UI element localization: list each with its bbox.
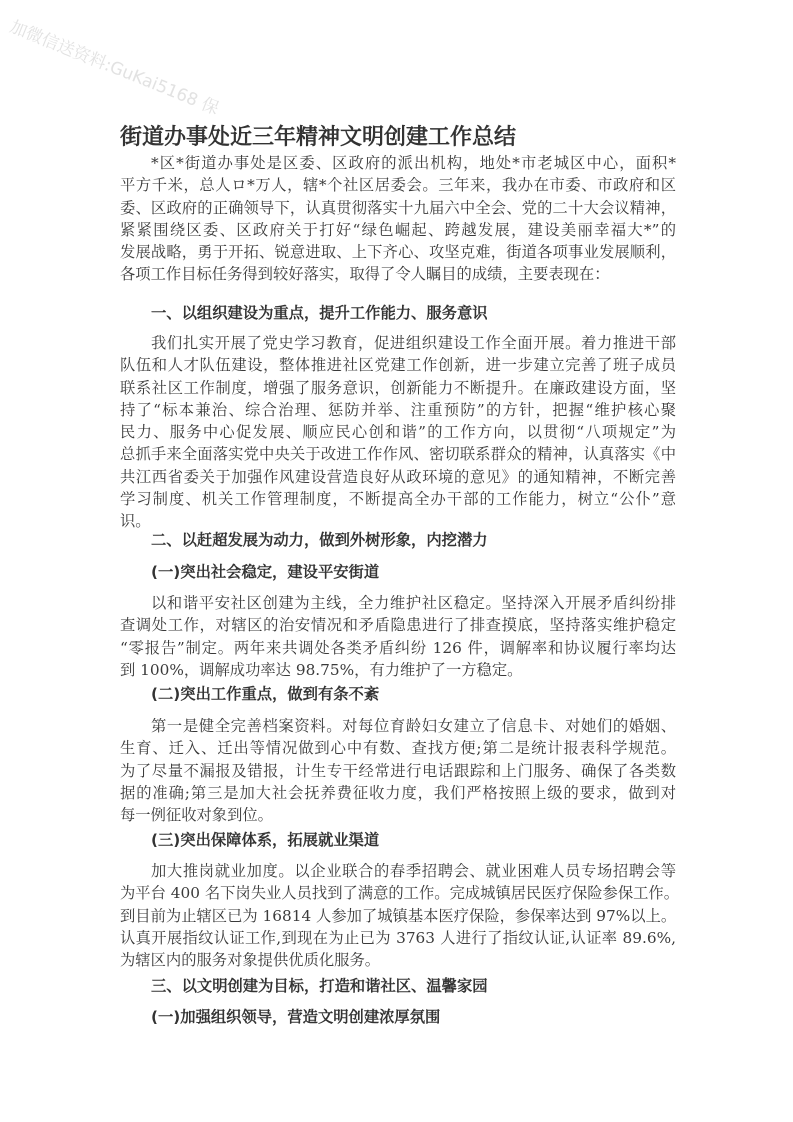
- section-heading: (二)突出工作重点，做到有条不紊: [151, 685, 380, 703]
- paragraph-line: *区*街道办事处是区委、区政府的派出机构，地处*市老城区中心，面积*: [151, 154, 676, 172]
- paragraph-line: 各项工作目标任务得到较好落实，取得了令人瞩目的成绩，主要表现在：: [120, 265, 610, 284]
- paragraph-line: 据的准确;第三是加大社会抚养费征收力度，我们严格按照上级的要求，做到对: [120, 783, 676, 802]
- paragraph-line: 紧紧围绕区委、区政府关于打好“绿色崛起、跨越发展，建设美丽幸福大*”的: [120, 220, 676, 239]
- paragraph-line: 每一例征收对象到位。: [120, 806, 273, 825]
- paragraph: [120, 154, 676, 283]
- paragraph: [120, 862, 680, 970]
- paragraph-line: 我们扎实开展了党史学习教育，促进组织建设工作全面开展。着力推进干部: [151, 334, 676, 352]
- paragraph-line: 加大推岗就业加度。以企业联合的春季招聘会、就业困难人员专场招聘会等: [151, 862, 676, 880]
- paragraph-line: 为了尽量不漏报及错报，计生专干经常进行电话跟踪和上门服务、确保了各类数: [120, 761, 676, 780]
- paragraph-line: 到目前为止辖区已为 16814 人参加了城镇基本医疗保险，参保率达到 97%以上。: [120, 906, 677, 925]
- paragraph-line: 总抓手来全面落实党中央关于改进工作作风、密切联系群众的精神，认真落实《中: [120, 445, 676, 464]
- section-heading: 二、以赶超发展为动力，做到外树形象，内挖潜力: [151, 531, 488, 549]
- paragraph-line: 学习制度、机关工作管理制度，不断提高全办干部的工作能力，树立“公仆”意: [120, 490, 676, 509]
- paragraph-line: 到 100%，调解成功率达 98.75%，有力维护了一方稳定。: [120, 660, 523, 679]
- section-heading: (一)突出社会稳定，建设平安街道: [151, 563, 380, 581]
- paragraph-line: 生育、迁入、迁出等情况做到心中有数、查找方便;第二是统计报表科学规范。: [120, 739, 676, 758]
- paragraph-line: 以和谐平安社区创建为主线，全力维护社区稳定。坚持深入开展矛盾纠纷排: [151, 594, 676, 612]
- paragraph-line: 民力、服务中心促发展、顺应民心创和谐”的工作方向，以贯彻“八项规定”为: [120, 423, 676, 442]
- section-heading: (三)突出保障体系，拓展就业渠道: [151, 831, 380, 849]
- paragraph-line: 队伍和人才队伍建设，整体推进社区党建工作创新，进一步建立完善了班子成员: [120, 356, 676, 375]
- watermark: 加微信送资料:GuKai5168 保: [6, 17, 222, 120]
- section-heading: 一、以组织建设为重点，提升工作能力、服务意识: [151, 304, 488, 322]
- paragraph-line: 持了“标本兼治、综合治理、惩防并举、注重预防”的方针，把握“维护核心聚: [120, 400, 676, 419]
- paragraph-line: 委、区政府的正确领导下，认真贯彻落实十九届六中全会、党的二十大会议精神，: [120, 198, 676, 217]
- paragraph-line: 共江西省委关于加强作风建设营造良好从政环境的意见》的通知精神，不断完善: [120, 467, 676, 486]
- paragraph: [120, 717, 676, 824]
- paragraph: [120, 334, 676, 530]
- paragraph-line: 认真开展指纹认证工作,到现在为止已为 3763 人进行了指纹认证,认证率 89.6%,: [120, 928, 676, 947]
- paragraph-line: 联系社区工作制度，增强了服务意识，创新能力不断提升。在廉政建设方面，坚: [120, 378, 676, 397]
- paragraph-line: 查调处工作，对辖区的治安情况和矛盾隐患进行了排查摸底，坚持落实维护稳定: [120, 616, 676, 635]
- paragraph-line: 发展战略，勇于开拓、锐意进取、上下齐心、攻坚克难，街道各项事业发展顺利，: [120, 243, 676, 262]
- paragraph: [120, 594, 676, 679]
- section-heading: 三、以文明创建为目标，打造和谐社区、温馨家园: [151, 977, 488, 995]
- paragraph-line: 识。: [120, 512, 151, 531]
- paragraph-line: “零报告”制定。两年来共调处各类矛盾纠纷 126 件，调解率和协议履行率均达: [120, 638, 676, 657]
- paragraph-line: 为平台 400 名下岗失业人员找到了满意的工作。完成城镇居民医疗保险参保工作。: [120, 884, 680, 903]
- section-heading: (一)加强组织领导，营造文明创建浓厚氛围: [151, 1008, 441, 1026]
- paragraph-line: 为辖区内的服务对象提供优质化服务。: [120, 951, 381, 970]
- paragraph-line: 平方千米，总人ロ*万人，辖*个社区居委会。三年来，我办在市委、市政府和区: [120, 176, 676, 195]
- document-title: 街道办事处近三年精神文明创建工作总结: [120, 125, 517, 150]
- paragraph-line: 第一是健全完善档案资料。对每位育龄妇女建立了信息卡、对她们的婚姻、: [151, 717, 676, 735]
